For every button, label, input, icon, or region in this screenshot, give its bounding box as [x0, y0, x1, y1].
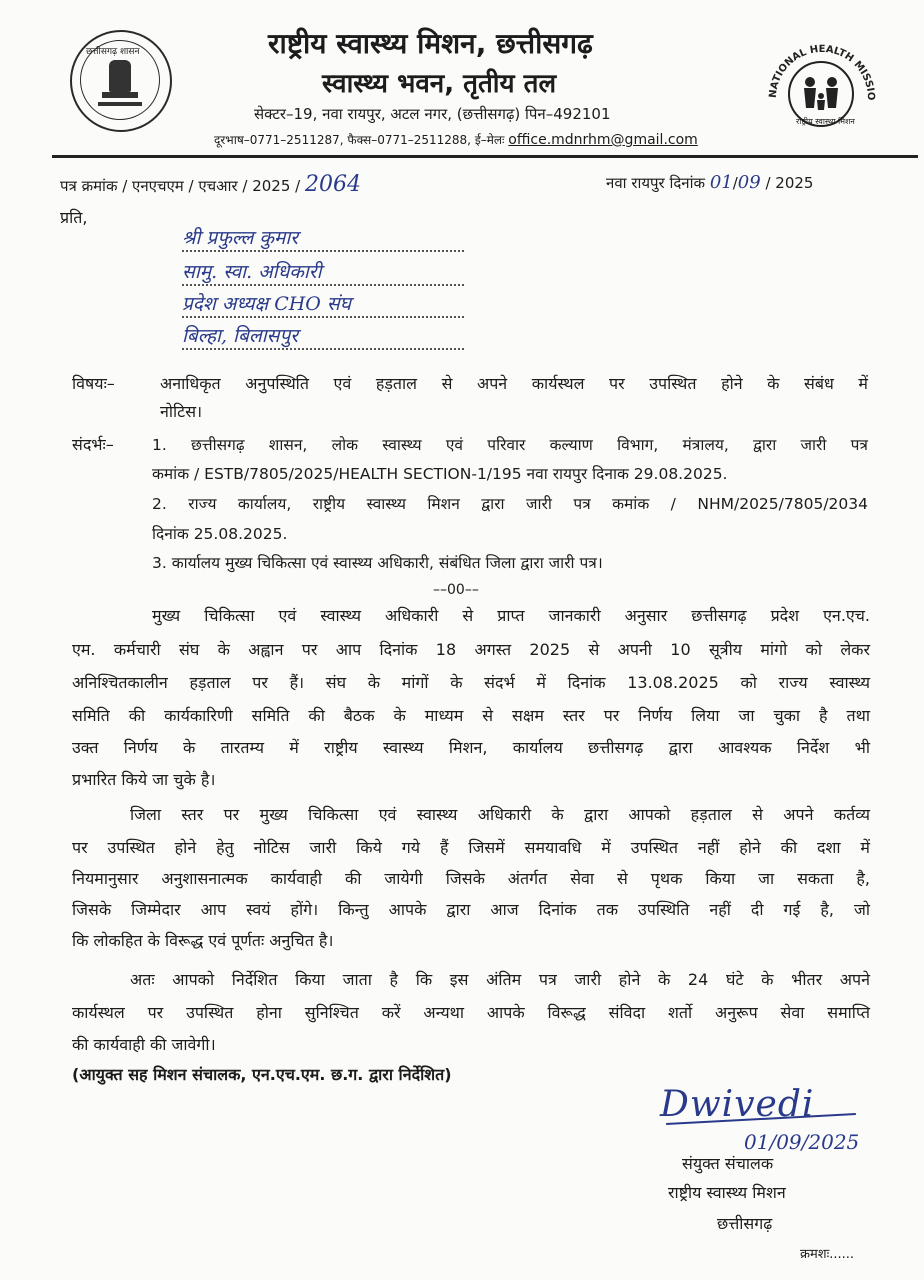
nhm-logo-bottom-text: राष्ट्रीय स्वास्थ्य मिशन — [796, 117, 855, 126]
para3-line: अतः आपको निर्देशित किया जाता है कि इस अंतिम पत्र जारी होने के 24 घंटे के भीतर अपने — [130, 970, 870, 989]
para1-line: अनिश्चितकालीन हड़ताल पर हैं। संघ के मांगों के संदर्भ में दिनांक 13.08.2025 को राज्य स्वास्थ्य — [72, 673, 870, 692]
reference-item: 3. कार्यालय मुख्य चिकित्सा एवं स्वास्थ्य अधिकारी, संबंधित जिला द्वारा जारी पत्र। — [152, 554, 603, 572]
para3-line: कार्यस्थल पर उपस्थित होना सुनिश्चित करें अन्यथा आपके विरूद्ध संविदा शर्तो अनुरूप सेवा समाप्ति — [72, 1003, 870, 1022]
reference-item: दिनांक 25.08.2025. — [152, 525, 288, 543]
recipient-label: प्रति, — [60, 208, 88, 227]
para2-line: जिला स्तर पर मुख्य चिकित्सा एवं स्वास्थ्य अधिकारी के द्वारा आपको हड़ताल से अपने कर्तव्य — [130, 805, 870, 824]
letter-number-handwritten: 2064 — [305, 172, 362, 197]
recipient-line: प्रदेश अध्यक्ष CHO संघ — [182, 290, 464, 318]
header-title: राष्ट्रीय स्वास्थ्य मिशन, छत्तीसगढ़ — [268, 27, 593, 60]
signatory-designation: संयुक्त संचालक — [682, 1154, 774, 1173]
para1-line: मुख्य चिकित्सा एवं स्वास्थ्य अधिकारी से प्राप्त जानकारी अनुसार छत्तीसगढ़ प्रदेश एन.एच. — [152, 606, 870, 625]
reference-item: 2. राज्य कार्यालय, राष्ट्रीय स्वास्थ्य मिशन द्वारा जारी पत्र कमांक / NHM/2025/7805/2034 — [152, 495, 868, 513]
letter-date-prefix: नवा रायपुर दिनांक — [606, 174, 706, 192]
para2-line: कि लोकहित के विरूद्ध एवं पूर्णतः अनुचित है। — [72, 931, 334, 950]
para2-line: जिसके जिम्मेदार आप स्वयं होंगे। किन्तु आपके द्वारा आज दिनांक तक उपस्थिति नहीं दी गई है, जो — [72, 900, 870, 919]
directive-note: (आयुक्त सह मिशन संचालक, एन.एच.एम. छ.ग. द्वारा निर्देशित) — [72, 1065, 452, 1084]
para2-line: पर उपस्थित होने हेतु नोटिस जारी किये गये हैं जिसमें समयावधि में उपस्थित नहीं होने की दशा में — [72, 838, 870, 857]
signature-date: 01/09/2025 — [744, 1130, 860, 1154]
header-contact — [214, 131, 698, 148]
reference-label: संदर्भः– — [72, 435, 114, 454]
subject-label: विषयः– — [72, 374, 115, 393]
separator: ––00–– — [433, 582, 479, 598]
recipient-line: सामु. स्वा. अधिकारी — [182, 258, 464, 286]
subject-text: नोटिस। — [160, 402, 203, 421]
recipient-line: बिल्हा, बिलासपुर — [182, 322, 464, 350]
header-subtitle: स्वास्थ्य भवन, तृतीय तल — [322, 69, 557, 99]
reference-item: कमांक / ESTB/7805/2025/HEALTH SECTION-1/195 नवा रायपुर दिनाक 29.08.2025. — [152, 465, 728, 483]
para1-line: समिति की कार्यकारिणी समिति की बैठक के माध्यम से सक्षम स्तर पर निर्णय लिया जा चुका है तथा — [72, 706, 870, 725]
para3-line: की कार्यवाही की जावेगी। — [72, 1035, 216, 1054]
letter-number — [60, 172, 361, 197]
signature-scribble: Dwivedi — [660, 1084, 815, 1125]
recipient-line: श्री प्रफुल्ल कुमार — [182, 224, 464, 252]
svg-text:NATIONAL HEALTH MISSION — [762, 32, 876, 101]
nhm-logo — [762, 32, 880, 150]
letter-date-month: 09 — [737, 172, 761, 193]
continued-mark: क्रमशः...... — [800, 1247, 855, 1262]
para1-line: प्रभारित किये जा चुके है। — [72, 770, 216, 789]
signatory-state: छत्तीसगढ़ — [717, 1214, 773, 1233]
reference-item: 1. छत्तीसगढ़ शासन, लोक स्वास्थ्य एवं परिवार कल्याण विभाग, मंत्रालय, द्वारा जारी पत्र — [152, 436, 868, 454]
subject-text: अनाधिकृत अनुपस्थिति एवं हड़ताल से अपने कार्यस्थल पर उपस्थित होने के संबंध में — [160, 374, 868, 393]
signatory-org: राष्ट्रीय स्वास्थ्य मिशन — [668, 1183, 786, 1202]
para1-line: उक्त निर्णय के तारतम्य में राष्ट्रीय स्वास्थ्य मिशन, कार्यालय छत्तीसगढ़ द्वारा आवश्यक निर्देश भी — [72, 738, 870, 757]
para1-line: एम. कर्मचारी संघ के अह्वान पर आप दिनांक 18 अगस्त 2025 से अपनी 10 सूत्रीय मांगो को लेकर — [72, 640, 870, 659]
letter-date-year: / 2025 — [765, 174, 814, 192]
govt-seal-logo — [70, 30, 172, 132]
letter-date-day: 01 — [709, 172, 733, 193]
letter-number-prefix: पत्र क्रमांक / एनएचएम / एचआर / 2025 / — [60, 177, 301, 195]
header-address: सेक्टर–19, नवा रायपुर, अटल नगर, (छत्तीसगढ़) पिन–492101 — [254, 105, 611, 123]
letter-date: नवा रायपुर दिनांक 01/09 / 2025 — [606, 172, 814, 193]
header-divider — [52, 155, 918, 158]
nhm-logo-arc-text: NATIONAL HEALTH MISSIO — [767, 44, 877, 101]
contact-email[interactable]: office.mdnrhm@gmail.com — [508, 132, 698, 148]
nhm-logo-figures — [762, 32, 880, 150]
para2-line: नियमानुसार अनुशासनात्मक कार्यवाही की जायेगी जिसके अंतर्गत सेवा से पृथक किया जा सकता है, — [72, 869, 870, 888]
contact-phone-fax: दूरभाष–0771–2511287, फैक्स–0771–2511288, ई–मेलः — [214, 133, 505, 147]
seal-text: छत्तीसगढ़ शासन — [86, 47, 140, 57]
